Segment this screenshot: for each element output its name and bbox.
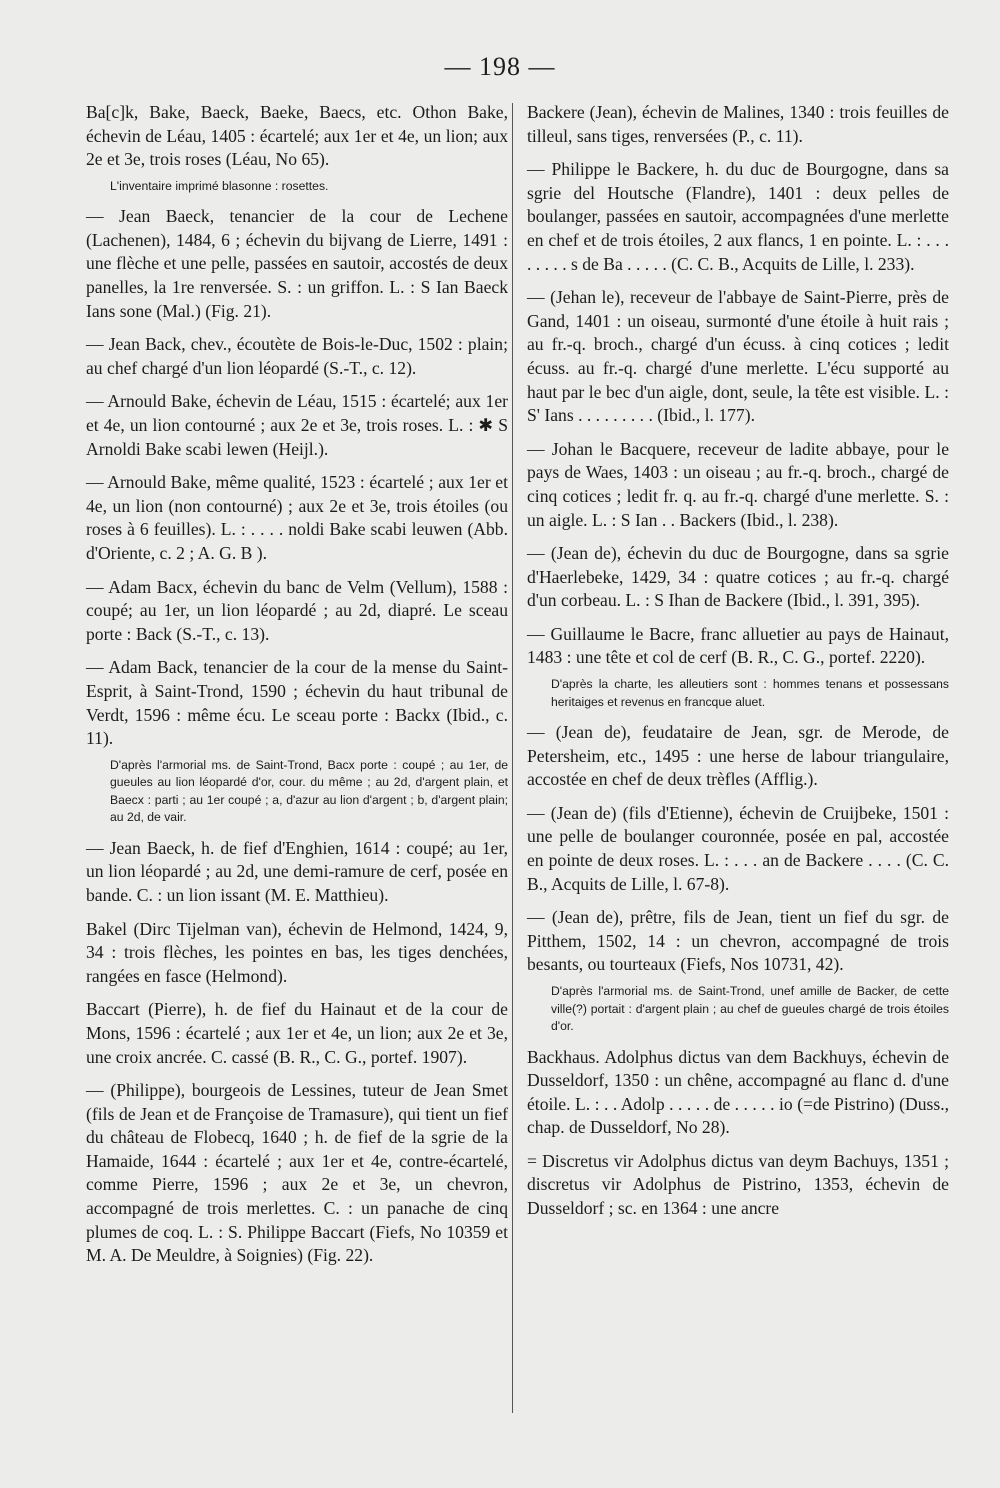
entry: — (Jean de), feudataire de Jean, sgr. de Merode, de Petersheim, etc., 1495 : une herse de labour triangulaire, accostée en chef de deux trèfles (Afflig.). — [527, 722, 949, 790]
footnote: D'après la charte, les alleutiers sont : hommes tenans et possessans heritaiges et revenus en francque aluet. — [551, 677, 949, 709]
entry: — Jean Baeck, tenancier de la cour de Lechene (Lachenen), 1484, 6 ; échevin du bijvang de Lierre, 1491 : une flèche et une pelle, passées en sautoir, accostés de deux panelles, la 1re renversée. S. : un griffon. L. : S Ian Baeck Ians sone (Mal.) (Fig. 21). — [86, 206, 508, 321]
entry: — Guillaume le Bacre, franc alluetier au pays de Hainaut, 1483 : une tête et col de cerf (B. R., C. G., portef. 2220). — [527, 623, 949, 668]
entry: — Adam Back, tenancier de la cour de la mense du Saint-Esprit, à Saint-Trond, 1590 ; échevin du haut tribunal de Verdt, 1596 : même écu. Le sceau porte : Backx (Ibid., c. 11). — [86, 657, 508, 749]
entry-back: Ba[c]k, Bake, Baeck, Baeke, Baecs, etc. Othon Bake, échevin de Léau, 1405 : écartelé; aux 1er et 4e, un lion; aux 2e et 3e, trois roses (Léau, No 65). — [86, 102, 508, 170]
entry: — (Jean de) (fils d'Etienne), échevin de Cruijbeke, 1501 : une pelle de boulanger couronnée, posée en pal, accostée en pointe de deux roses. L. : . . . an de Backere . . . . (C. C. B., Acquits de Lille, l. 67-8). — [527, 802, 949, 894]
left-column — [86, 101, 508, 1278]
entry-backhaus: Backhaus. Adolphus dictus van dem Backhuys, échevin de Dusseldorf, 1350 : un chêne, accompagné au flanc d. d'une étoile. L. : . . Adolp . . . . . de . . . . . io (=de Pistrino) (Duss., chap. de Dusseldorf, No 28). — [527, 1046, 949, 1138]
entry: — Johan le Bacquere, receveur de ladite abbaye, pour le pays de Waes, 1403 : un oiseau ; au fr.-q. broch., chargé de cinq cotices ; ledit fr. q. au fr.-q. chargé d'une merlette. S. : un aigle. L. : S Ian . . Backers (Ibid., l. 238). — [527, 438, 949, 530]
entry: — Jean Back, chev., écoutète de Bois-le-Duc, 1502 : plain; au chef chargé d'un lion léopardé (S.-T., c. 12). — [86, 334, 508, 378]
entry: — (Jean de), prêtre, fils de Jean, tient un fief du sgr. de Pitthem, 1502, 14 : un chevron, accompagné de trois besants, ou tourteaux (Fiefs, Nos 10731, 42). — [527, 907, 949, 975]
entry: — (Jean de), échevin du duc de Bourgogne, dans sa sgrie d'Haerlebeke, 1429, 34 : quatre cotices ; au fr.-q. chargé d'un corbeau. L. : S Ihan de Backere (Ibid., l. 391, 395). — [527, 543, 949, 611]
entry: — Philippe le Backere, h. du duc de Bourgogne, dans sa sgrie del Houtsche (Flandre), 1401 : deux pelles de boulanger, passées en sautoir, accompagnées d'une merlette en chef et de trois étoiles, 2 aux flancs, 1 en pointe. L. : . . . . . . . . s de Ba . . . . . (C. C. B., Acquits de Lille, l. 233). — [527, 159, 949, 274]
footnote: L'inventaire imprimé blasonne : rosettes. — [110, 178, 329, 193]
entry-baccart: Baccart (Pierre), h. de fief du Hainaut et de la cour de Mons, 1596 : écartelé ; aux 1er et 4e, un lion; aux 2e et 3e, une croix ancrée. C. cassé (B. R., C. G., portef. 1907). — [86, 999, 508, 1067]
right-column — [527, 101, 949, 1231]
footnote: D'après l'armorial ms. de Saint-Trond, unef amille de Backer, de cette ville(?) portait : d'argent plain ; au chef de gueules chargé de trois étoiles d'or. — [551, 984, 949, 1033]
entry: — Adam Bacx, échevin du banc de Velm (Vellum), 1588 : coupé; au 1er, un lion léopardé ; au 2d, diapré. Le sceau porte : Back (S.-T., c. 13). — [86, 576, 508, 644]
page-number: — 198 — — [444, 52, 556, 81]
entry: — Jean Baeck, h. de fief d'Enghien, 1614 : coupé; au 1er, un lion léopardé ; au 2d, une demi-ramure de cerf, posée en bande. C. : un lion issant (M. E. Matthieu). — [86, 837, 508, 905]
footnote: D'après l'armorial ms. de Saint-Trond, Bacx porte : coupé ; au 1er, de gueules au lion léopardé d'or, cour. du même ; au 2d, d'argent plain, et Baecx : parti ; au 1er coupé ; a, d'azur au lion d'argent ; b, d'argent plain; au 2d, de vair. — [110, 757, 508, 825]
entry: — Arnould Bake, même qualité, 1523 : écartelé ; aux 1er et 4e, un lion (non contourné) ; aux 2e et 3e, trois étoiles (ou roses à 6 feuilles). L. : . . . . noldi Bake scabi leuwen (Abb. d'Oriente, c. 2 ; A. G. B ). — [86, 472, 508, 563]
entry-bakel: Bakel (Dirc Tijelman van), échevin de Helmond, 1424, 9, 34 : trois flèches, les pointes en bas, les tiges denchées, rangées en fasce (Helmond). — [86, 918, 508, 986]
entry: = Discretus vir Adolphus dictus van deym Bachuys, 1351 ; discretus vir Adolphus de Pistrino, 1353, échevin de Dusseldorf ; sc. en 1364 : une ancre — [527, 1150, 949, 1219]
entry: — (Jehan le), receveur de l'abbaye de Saint-Pierre, près de Gand, 1401 : un oiseau, surmonté d'une étoile à huit rais ; au fr.-q. broch., chargé d'un écuss. à cinq cotices ; ledit écuss. au fr.-q. chargé d'une merlette. L'écu supporté au haut par le bec d'un aigle, dont, seule, la tête est visible. L. : S' Ians . . . . . . . . . (Ibid., l. 177). — [527, 287, 949, 426]
entry: — (Philippe), bourgeois de Lessines, tuteur de Jean Smet (fils de Jean et de Françoise de Tramasure), qui tient un fief du château de Flobecq, 1640 ; h. de fief de la sgrie de la Hamaide, 1644 : écartelé ; aux 1er et 4e, contre-écartelé, comme Pierre, 1596 ; aux 2e et 3e, un chevron, accompagné de trois merlettes. C. : un panache de cinq plumes de coq. L. : S. Philippe Baccart (Fiefs, No 10359 et M. A. De Meuldre, à Soignies) (Fig. 22). — [86, 1080, 508, 1266]
entry-backere: Backere (Jean), échevin de Malines, 1340 : trois feuilles de tilleul, sans tiges, renversées (P., c. 11). — [527, 102, 949, 146]
column-divider — [512, 103, 513, 1413]
entry: — Arnould Bake, échevin de Léau, 1515 : écartelé; aux 1er et 4e, un lion contourné ; aux 2e et 3e, trois roses. L. : ✱ S Arnoldi Bake scabi lewen (Heijl.). — [86, 391, 508, 459]
